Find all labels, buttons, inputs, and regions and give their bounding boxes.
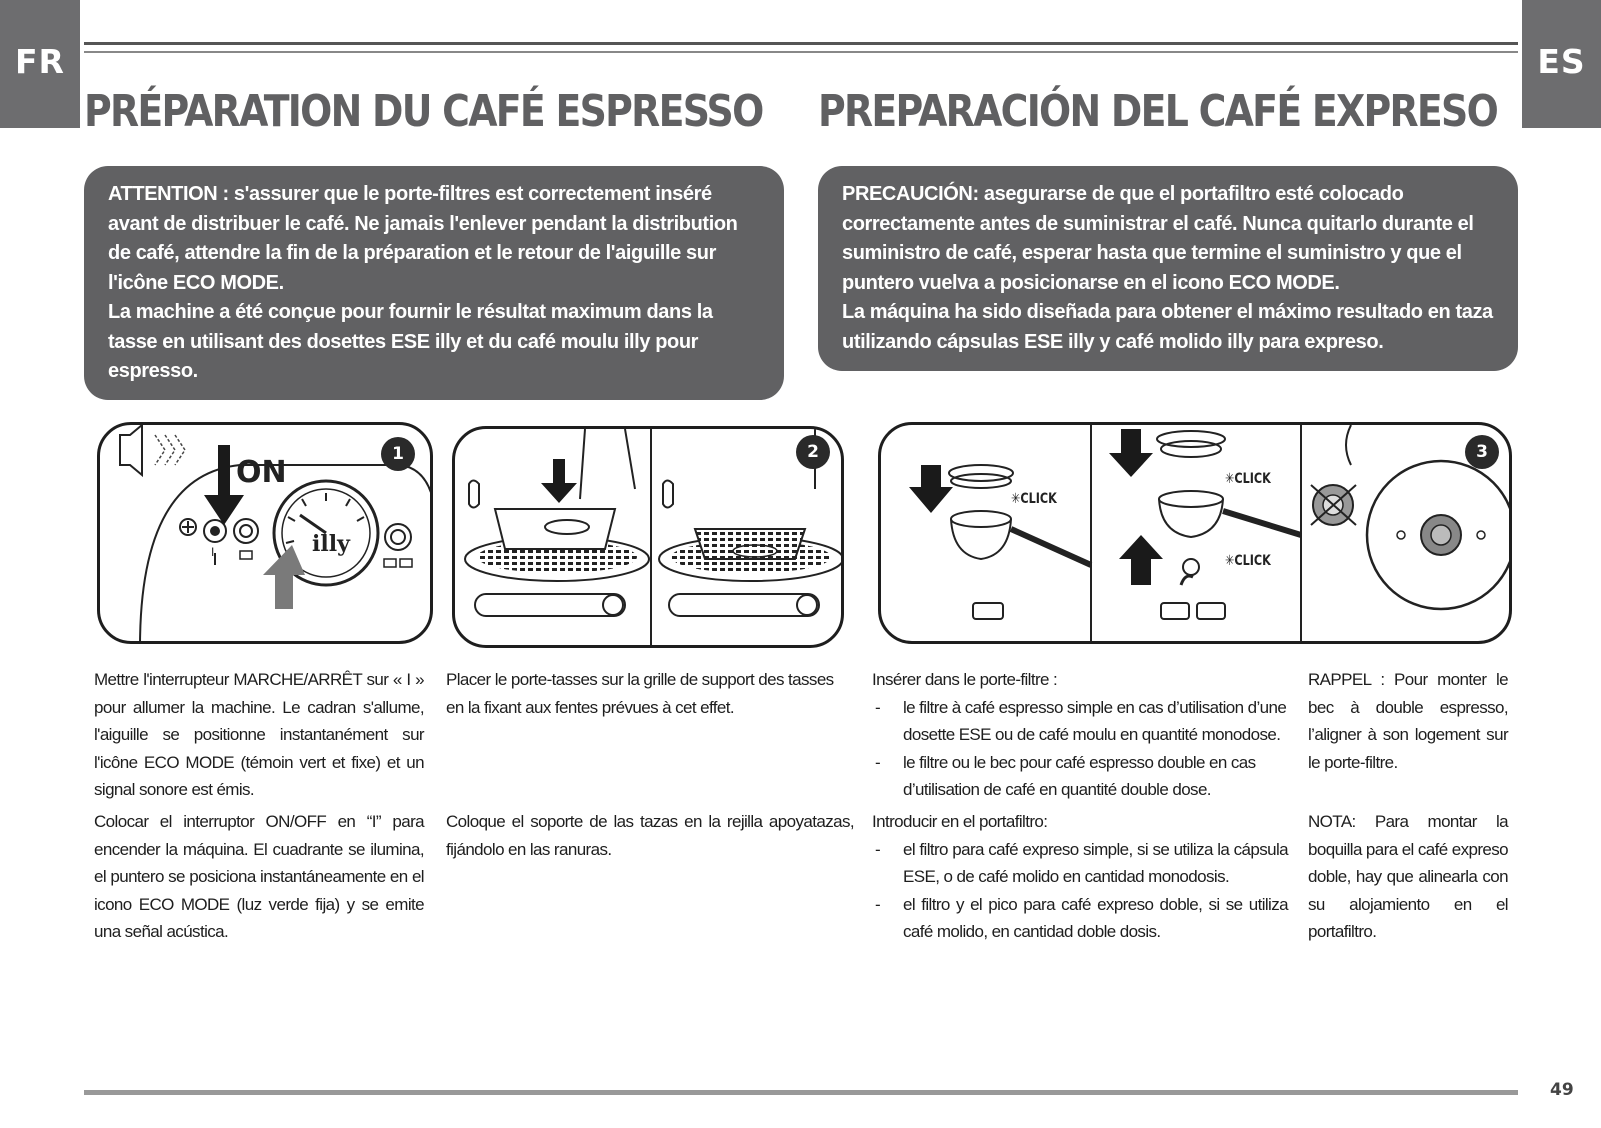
step1-text-es: Colocar el interruptor ON/OFF en “I” para encender la máquina. El cuadrante se ilumina, el puntero se posiciona instantáneamente en el icono ECO MODE (luz verde fija) y se emite una señal acústica. — [94, 812, 424, 941]
warning-text-es-2: La máquina ha sido diseñada para obtener el máximo resultado en taza utilizando cápsulas ESE illy y café molido illy para expreso. — [842, 301, 1493, 353]
switch-mark: I — [211, 545, 215, 559]
warning-text-fr-2: La machine a été conçue pour fournir le résultat maximum dans la tasse en utilisant des dosettes ESE illy et du café moulu illy pour espresso. — [108, 301, 713, 382]
on-label: ON — [236, 455, 287, 490]
step-badge-3: 3 — [1465, 435, 1499, 469]
warning-box-fr — [84, 166, 784, 400]
warning-box-es — [818, 166, 1518, 371]
down-arrow-icon — [1109, 429, 1153, 477]
click-label-1: ✳CLICK — [1011, 491, 1057, 507]
top-rule — [84, 42, 1518, 45]
figure-filter-insert — [878, 422, 1512, 644]
bottom-rule — [84, 1090, 1518, 1095]
cup-holder-illustration — [455, 429, 844, 648]
cup-holder-before — [465, 429, 649, 616]
figure-cup-holder — [452, 426, 844, 648]
list-item: - el filtro y el pico para café expreso doble, si se utiliza café molido, en cantidad doble dosis. — [872, 891, 1288, 946]
step1-text-fr: Mettre l'interrupteur MARCHE/ARRÊT sur « I » pour allumer la machine. Le cadran s'allume, l'aiguille se positionne instantanément sur l'icône ECO MODE (témoin vert et fixe) et un signal sonore est émis. — [94, 670, 424, 799]
top-rule-thin — [84, 51, 1518, 53]
step2-text-es: Coloque el soporte de las tazas en la rejilla apoyatazas, fijándolo en las ranuras. — [446, 812, 854, 859]
page-number: 49 — [1550, 1080, 1574, 1100]
page-title-fr: PRÉPARATION DU CAFÉ ESPRESSO — [84, 86, 763, 137]
step3-text-fr — [872, 666, 1288, 804]
single-filter-group — [909, 465, 1091, 619]
list-item: - el filtro para café expreso simple, si se utiliza la cápsula ESE, o de café molido en cantidad monodosis. — [872, 836, 1288, 891]
double-filter-group — [1109, 429, 1301, 619]
step3-intro-es: Introducir en el portafiltro: — [872, 812, 1048, 831]
list-item: - le filtre à café espresso simple en cas d’utilisation d’une dosette ESE ou de café moulu en quantité monodose. — [872, 694, 1288, 749]
step3-text-es — [872, 808, 1288, 946]
up-arrow-icon — [1119, 535, 1163, 585]
single-cup-icon — [973, 603, 1003, 619]
language-tab-es: ES — [1522, 0, 1601, 128]
figure-power-switch — [97, 422, 433, 644]
step2-text-fr: Placer le porte-tasses sur la grille de support des tasses en la fixant aux fentes prévues à cet effet. — [446, 670, 834, 717]
speaker-icon — [120, 425, 142, 475]
page-title-es: PREPARACIÓN DEL CAFÉ EXPRESO — [818, 86, 1498, 137]
filter-insert-illustration — [881, 425, 1512, 644]
step3-intro-fr: Insérer dans le porte-filtre : — [872, 670, 1058, 689]
down-arrow-icon — [909, 465, 953, 513]
reminder-text-fr: RAPPEL : Pour monter le bec à double espresso, l’aligner à son logement sur le porte-filtre. — [1308, 670, 1508, 772]
step-badge-2: 2 — [796, 435, 830, 469]
double-cup-icon — [1161, 603, 1189, 619]
down-arrow-icon — [541, 459, 577, 503]
list-item: - le filtre ou le bec pour café espresso double en cas d’utilisation de café en quantité double dose. — [872, 749, 1288, 804]
reminder-text-es: NOTA: Para montar la boquilla para el café expreso doble, hay que alinearla con su alojamiento en el portafiltro. — [1308, 812, 1508, 941]
warning-text-fr: ATTENTION : s'assurer que le porte-filtres est correctement inséré avant de distribuer le café. Ne jamais l'enlever pendant la distribution de café, attendre la fin de la préparation et le retour de l'aiguille sur l'icône ECO MODE. — [108, 183, 738, 294]
step-badge-1: 1 — [381, 437, 415, 471]
step3-list-es — [872, 836, 1288, 946]
dial-brand-label: illy — [312, 531, 350, 557]
click-label-2: ✳CLICK — [1225, 471, 1271, 487]
language-tab-fr: FR — [0, 0, 80, 128]
warning-text-es: PRECAUCIÓN: asegurarse de que el portafiltro esté colocado correctamente antes de suministrar el café. Nunca quitarlo durante el suministro de café, esperar hasta que termine el suministro y que el puntero vuelva a posicionarse en el icono ECO MODE. — [842, 183, 1474, 294]
click-label-3: ✳CLICK — [1225, 553, 1271, 569]
step3-list-fr — [872, 694, 1288, 804]
